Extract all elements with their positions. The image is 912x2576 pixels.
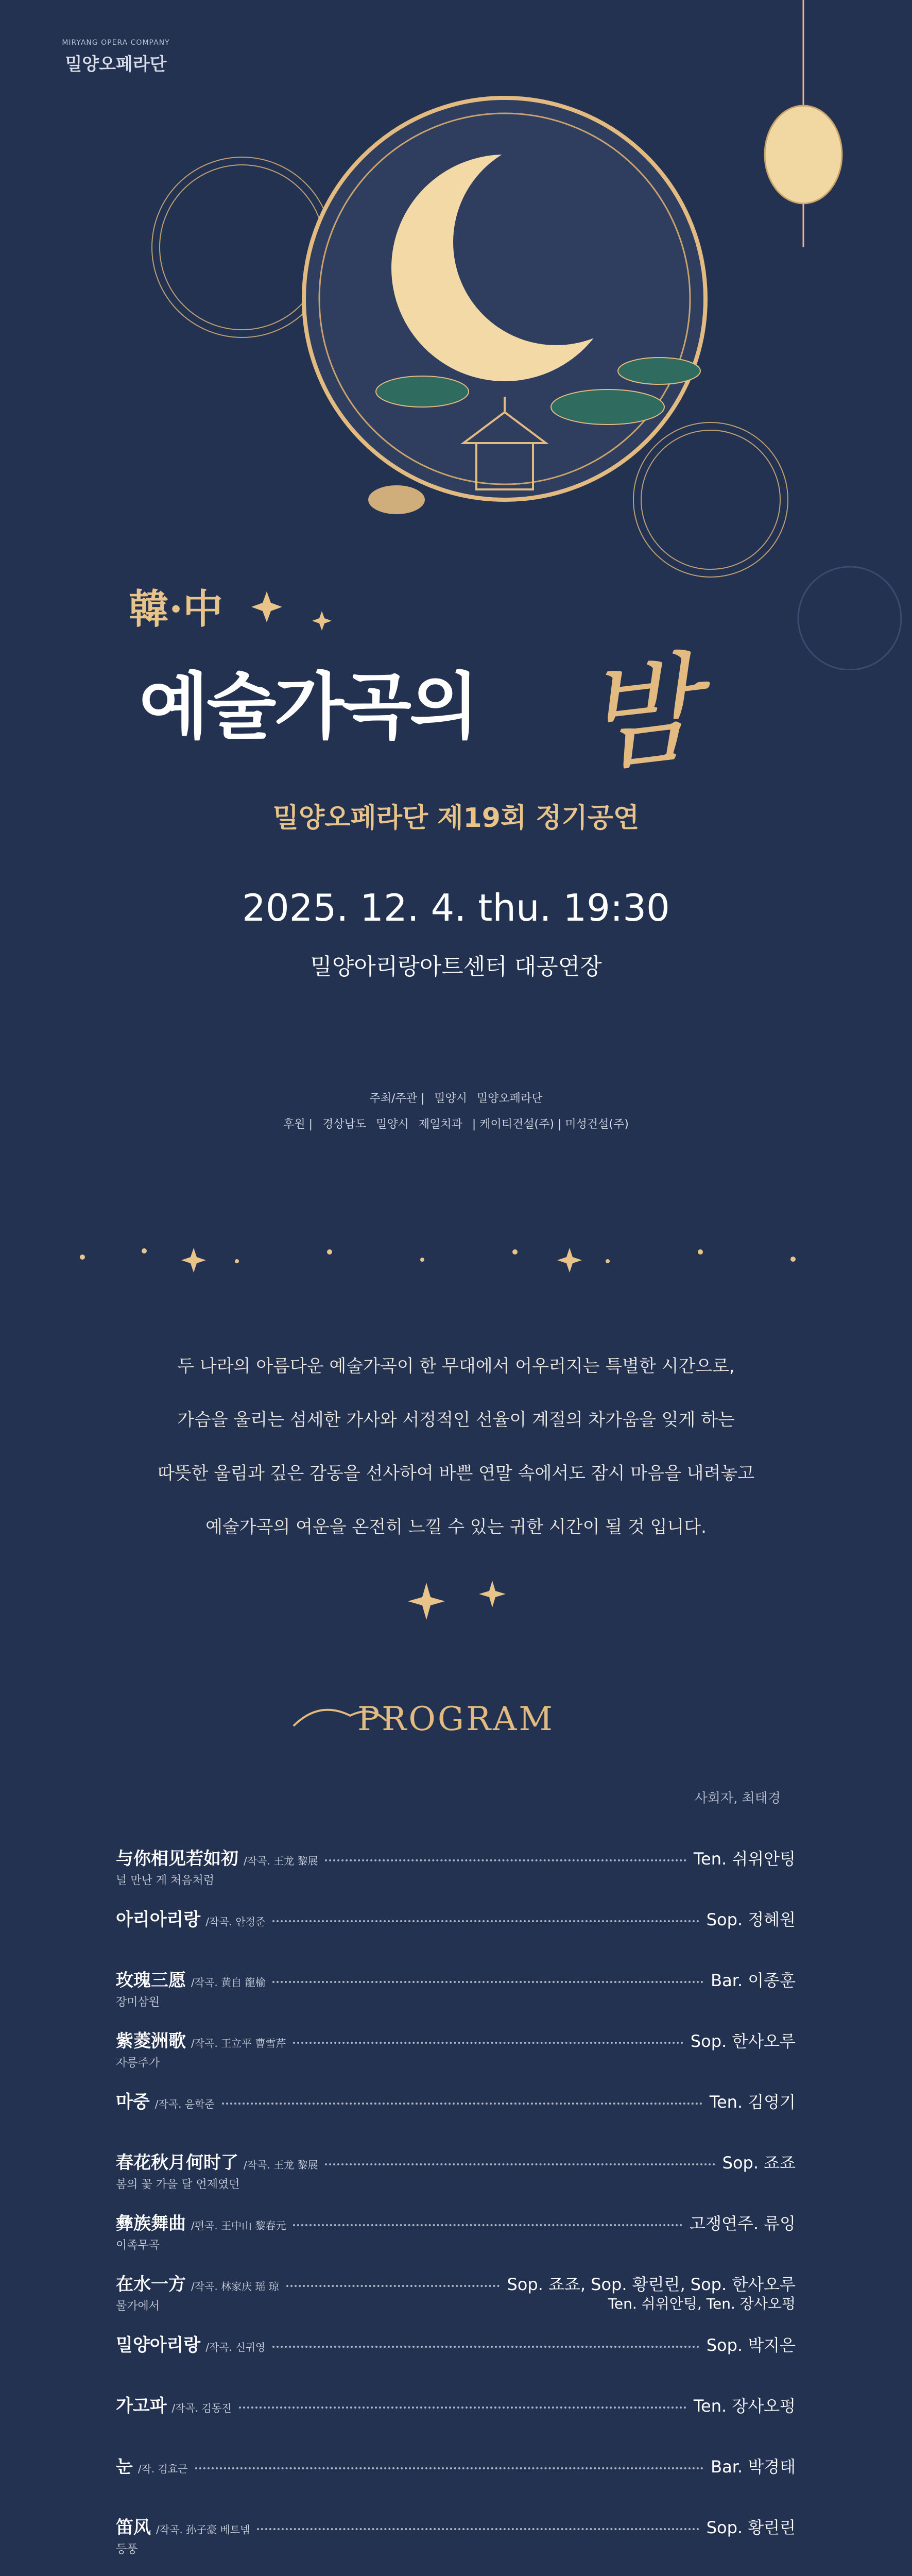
program-item xyxy=(116,2148,796,2209)
program-song-translation: 봄의 꽃 가을 달 언제였던 xyxy=(116,2178,240,2191)
program-item xyxy=(116,1966,796,2027)
program-song-title: 笛风 xyxy=(116,2517,151,2538)
program-song-title: 彝族舞曲 xyxy=(116,2213,186,2234)
program-item xyxy=(116,2513,796,2574)
program-song-credit: /작곡. 王龙 黎展 xyxy=(244,2159,318,2171)
program-song-title xyxy=(116,2574,213,2576)
program-song-translation: 등풍 xyxy=(116,2543,138,2556)
leader-dots xyxy=(257,2528,699,2530)
program-song-title: 마중 xyxy=(116,2092,150,2112)
org-logo-name: 밀양오페라단 xyxy=(65,54,167,75)
leader-dots xyxy=(222,2103,702,2105)
host-label: 주최/주관 | xyxy=(369,1092,425,1105)
leader-dots xyxy=(293,2224,682,2226)
program-song-credit: /작곡. 孙子豪 베트넴 xyxy=(156,2523,250,2536)
program-song-title: 紫菱洲歌 xyxy=(116,2031,186,2052)
leader-dots xyxy=(325,2163,715,2165)
leader-dots xyxy=(293,2042,683,2044)
program-song-title: 玫瑰三愿 xyxy=(116,1970,186,1991)
program-song-translation: 이족무곡 xyxy=(116,2239,160,2252)
intro-text xyxy=(0,1340,912,1554)
intro-line-4: 예술가곡의 여운을 온전히 느낄 수 있는 귀한 시간이 될 것 입니다. xyxy=(205,1517,707,1537)
program-song-title: 가고파 xyxy=(116,2396,167,2416)
program-performer: Bar. 박경태 xyxy=(711,2457,796,2477)
title-hanja: 韓·中 xyxy=(129,586,223,633)
program-song-translation: 자릉주가 xyxy=(116,2057,160,2070)
program-performer: Bar. 이종훈 xyxy=(711,1971,796,1990)
org-logo-subtitle: MIRYANG OPERA COMPANY xyxy=(62,39,170,47)
org-logo xyxy=(54,39,178,75)
cloud-icon xyxy=(368,485,425,514)
sponsor-others: | 케이티건설(주) | 미성건설(주) xyxy=(472,1118,629,1131)
program-performer: Ten. 김영기 xyxy=(709,2092,796,2112)
intro-line-2: 가슴을 울리는 섬세한 가사와 서정적인 선율이 계절의 차가움을 잊게 하는 xyxy=(177,1410,735,1430)
sponsor-line xyxy=(0,1115,912,1131)
program-item xyxy=(116,2027,796,2088)
program-item xyxy=(116,2270,796,2331)
program-performer: Sop. 박지은 xyxy=(706,2335,796,2355)
program-performer: Ten. 장사오펑 xyxy=(693,2396,796,2416)
performance-subtitle: 밀양오페라단 제19회 정기공연 xyxy=(272,803,640,834)
program-song-title: 在水一方 xyxy=(116,2274,186,2295)
host-line xyxy=(0,1090,912,1106)
leader-dots xyxy=(195,2467,704,2469)
program-song-credit: /작곡. 黄自 龍榆 xyxy=(191,1976,266,1989)
leader-dots xyxy=(272,2346,699,2348)
program-performer: Sop. 정혜원 xyxy=(706,1910,796,1929)
leader-dots xyxy=(272,1981,703,1983)
program-title: PROGRAM xyxy=(357,1700,555,1738)
leader-dots xyxy=(272,1920,699,1922)
leader-dots xyxy=(239,2406,686,2409)
program-song-title: 春花秋月何时了 xyxy=(116,2153,238,2173)
intro-line-1: 두 나라의 아름다운 예술가곡이 한 무대에서 어우러지는 특별한 시간으로, xyxy=(177,1356,735,1377)
program-song-credit: /작곡. 王立平 曹雪芹 xyxy=(191,2037,286,2049)
sponsor-dental: 제일치과 xyxy=(418,1118,462,1131)
intro-line-3: 따뜻한 울림과 깊은 감동을 선사하여 바쁜 연말 속에서도 잠시 마음을 내려놓고 xyxy=(157,1463,755,1484)
lantern-icon xyxy=(765,0,842,247)
program-song-title: 与你相见若如初 xyxy=(116,1849,238,1869)
performance-venue: 밀양아리랑아트센터 대공연장 xyxy=(310,954,602,980)
program-mc: 사회자, 최태경 xyxy=(694,1791,781,1806)
leader-dots xyxy=(325,1859,686,1861)
sponsor-gyeongnam: 경상남도 xyxy=(322,1118,367,1131)
leader-dots xyxy=(286,2285,500,2287)
program-song-credit: /작곡. 신귀영 xyxy=(205,2341,266,2353)
program-song-translation: 장미삼원 xyxy=(116,1996,160,2009)
program-song-credit: /작곡. 김동진 xyxy=(171,2402,232,2414)
program-performer: Sop. 죠죠 xyxy=(722,2153,796,2173)
program-list xyxy=(116,1844,796,2576)
program-performer: Sop. 한사오루 xyxy=(690,2031,796,2051)
program-item xyxy=(116,2088,796,2148)
program-performer-2: Ten. 쉬위안팅, Ten. 장사오펑 xyxy=(608,2295,796,2312)
program-song-credit: /작곡. 林家庆 瑶 琼 xyxy=(191,2280,279,2293)
sparkle-icon xyxy=(402,1571,515,1623)
program-song-credit: /작곡. 王龙 黎展 xyxy=(244,1855,318,1867)
program-song-title: 밀양아리랑 xyxy=(116,2335,201,2355)
program-song-credit: /편곡. 王中山 黎春元 xyxy=(191,2219,286,2232)
host-miryang-city: 밀양시 xyxy=(434,1092,468,1105)
sponsor-miryang-city: 밀양시 xyxy=(376,1118,409,1131)
program-song-translation: 널 만난 게 처음처럼 xyxy=(116,1874,214,1887)
host-opera-company: 밀양오페라단 xyxy=(477,1092,543,1105)
performance-date: 2025. 12. 4. thu. 19:30 xyxy=(242,886,670,929)
star-divider xyxy=(62,1236,850,1278)
program-song-translation: 물가에서 xyxy=(116,2300,160,2313)
program-song-title: 아리아리랑 xyxy=(116,1909,201,1930)
program-performer: Sop. 황린린 xyxy=(706,2518,796,2537)
program-item xyxy=(116,2452,796,2513)
title-main: 예술가곡의 xyxy=(139,665,477,749)
program-song-credit: /작곡. 윤학준 xyxy=(154,2098,215,2110)
program-performer: 고쟁연주. 류잉 xyxy=(690,2214,796,2233)
program-song-credit: /작. 김효근 xyxy=(137,2463,188,2475)
hero-illustration xyxy=(0,0,912,670)
program-performer: Sop. 죠죠, Sop. 황린린, Sop. 한사오루 xyxy=(507,2275,796,2294)
title-accent: 밤 xyxy=(576,640,704,789)
lattice-window-right xyxy=(633,422,788,577)
program-performer: Ten. 쉬위안팅 xyxy=(693,1849,796,1869)
program-item xyxy=(116,1905,796,1966)
program-item xyxy=(116,2331,796,2392)
program-item xyxy=(116,2392,796,2452)
program-song-title: 눈 xyxy=(116,2456,133,2477)
program-item xyxy=(116,1844,796,1905)
sponsor-label: 후원 | xyxy=(283,1118,313,1131)
program-item xyxy=(116,2574,796,2576)
program-song-credit: /작곡. 안정준 xyxy=(205,1916,266,1928)
program-item xyxy=(116,2209,796,2270)
